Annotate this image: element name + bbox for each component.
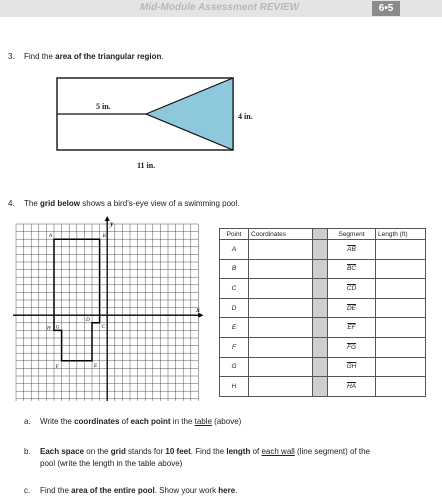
- part-b-mid2: stands for: [125, 447, 166, 456]
- point-cell: C: [220, 279, 249, 299]
- segment-cell: [328, 377, 376, 397]
- part-c-mid1: . Show your work: [154, 486, 219, 495]
- coordinates-cell[interactable]: [249, 377, 313, 397]
- header-length: Length (ft): [376, 229, 426, 240]
- point-cell: H: [220, 377, 249, 397]
- part-b-mid1: on the: [84, 447, 111, 456]
- part-b-post: (line segment) of the: [294, 447, 370, 456]
- length-cell[interactable]: [376, 240, 426, 260]
- table-row: [220, 318, 426, 338]
- point-cell: E: [220, 318, 249, 338]
- table-row: [220, 357, 426, 377]
- part-c-post: .: [235, 486, 238, 495]
- segment-cell: [328, 318, 376, 338]
- rectangle-diagram: [56, 77, 236, 153]
- question-3-text-bold: area of the triangular region: [55, 52, 162, 61]
- segment-label: $\overline{CD}$: [346, 284, 357, 292]
- question-4-text-bold: grid below: [40, 199, 81, 208]
- part-a-mid1: of: [119, 417, 131, 426]
- segment-label: $\overline{FG}$: [346, 343, 357, 351]
- question-4: [8, 199, 240, 208]
- coordinates-cell[interactable]: [249, 318, 313, 338]
- divider-cell: [313, 259, 328, 279]
- triangle-figure: [56, 77, 296, 177]
- x-axis-letter: x: [196, 306, 200, 315]
- segment-cell: [328, 337, 376, 357]
- length-cell[interactable]: [376, 318, 426, 338]
- point-label-h: H: [47, 326, 51, 332]
- y-axis-letter: y: [110, 220, 114, 228]
- table-row: [220, 298, 426, 318]
- point-cell: D: [220, 298, 249, 318]
- label-4-in: 4 in.: [238, 112, 253, 121]
- segment-cell: [328, 357, 376, 377]
- part-a-pre: Write the: [40, 417, 75, 426]
- table-row: [220, 259, 426, 279]
- coordinates-cell[interactable]: [249, 357, 313, 377]
- segment-label: $\overline{EF}$: [347, 324, 356, 332]
- question-4-text-pre: The: [24, 199, 41, 208]
- coordinate-grid: [12, 216, 207, 406]
- part-a-bold2: each point: [130, 417, 171, 426]
- length-cell[interactable]: [376, 337, 426, 357]
- point-label-b: B: [102, 234, 106, 240]
- part-c: [24, 486, 237, 495]
- divider-cell: [313, 337, 328, 357]
- segment-cell: [328, 298, 376, 318]
- point-label-d: D: [86, 317, 90, 323]
- length-cell[interactable]: [376, 279, 426, 299]
- question-4-text-post: shows a bird’s-eye view of a swimming pool.: [80, 199, 240, 208]
- segment-cell: [328, 240, 376, 260]
- length-cell[interactable]: [376, 357, 426, 377]
- part-a-table-link[interactable]: table: [194, 417, 212, 426]
- segment-label: $\overline{GH}$: [346, 363, 357, 371]
- header-bar: [0, 0, 442, 17]
- segment-cell: [328, 279, 376, 299]
- coordinates-cell[interactable]: [249, 279, 313, 299]
- point-label-g: G: [55, 325, 60, 331]
- part-b-letter: b.: [24, 447, 31, 456]
- module-badge: 6•5: [372, 1, 400, 16]
- part-b-bold1: Each space: [40, 447, 85, 456]
- point-label-e: E: [94, 363, 98, 369]
- part-c-bold2: here: [218, 486, 236, 495]
- table-row: [220, 279, 426, 299]
- part-a-mid2: in the: [170, 417, 195, 426]
- point-cell: B: [220, 259, 249, 279]
- part-b-each-wall-link[interactable]: each wall: [261, 447, 295, 456]
- table-row: [220, 337, 426, 357]
- label-11-in: 11 in.: [137, 161, 156, 170]
- table-row: [220, 240, 426, 260]
- coordinates-cell[interactable]: [249, 337, 313, 357]
- part-b-bold3: 10 feet: [165, 447, 191, 456]
- point-cell: G: [220, 357, 249, 377]
- part-a-letter: a.: [24, 417, 31, 426]
- length-cell[interactable]: [376, 259, 426, 279]
- point-label-f: F: [55, 364, 59, 370]
- divider-cell: [313, 357, 328, 377]
- header-coordinates: Coordinates: [249, 229, 313, 240]
- question-3-text-pre: Find the: [24, 52, 56, 61]
- part-c-pre: Find the: [40, 486, 72, 495]
- divider-cell: [313, 240, 328, 260]
- question-4-number: 4.: [8, 199, 15, 208]
- segment-label: $\overline{DE}$: [346, 304, 357, 312]
- part-a-post: (above): [211, 417, 242, 426]
- point-cell: F: [220, 337, 249, 357]
- part-b-bold4: length: [226, 447, 251, 456]
- coordinates-cell[interactable]: [249, 298, 313, 318]
- question-3: [8, 52, 164, 61]
- segment-label: $\overline{HA}$: [346, 382, 357, 390]
- segment-label: $\overline{AB}$: [347, 245, 356, 253]
- point-label-a: A: [49, 234, 53, 240]
- coordinates-cell[interactable]: [249, 240, 313, 260]
- divider-cell: [313, 318, 328, 338]
- divider-cell: [313, 377, 328, 397]
- part-a: [24, 417, 241, 426]
- grid-svg: [12, 216, 207, 401]
- pool-table: [219, 228, 426, 397]
- coordinates-cell[interactable]: [249, 259, 313, 279]
- shaded-triangle: [146, 78, 233, 150]
- length-cell[interactable]: [376, 377, 426, 397]
- label-5-in: 5 in.: [96, 102, 111, 111]
- header-segment: Segment: [328, 229, 376, 240]
- header-point: Point: [220, 229, 249, 240]
- part-b-mid3: . Find the: [190, 447, 227, 456]
- segment-cell: [328, 259, 376, 279]
- y-axis-arrow: [105, 216, 110, 221]
- pool-table-header-row: [220, 229, 426, 240]
- part-b-line2: pool (write the length in the table above): [40, 459, 183, 468]
- divider-cell: [313, 279, 328, 299]
- question-3-number: 3.: [8, 52, 15, 61]
- header-divider: [313, 229, 328, 240]
- segment-label: $\overline{BC}$: [346, 265, 357, 273]
- table-row: [220, 377, 426, 397]
- length-cell[interactable]: [376, 298, 426, 318]
- part-a-bold1: coordinates: [74, 417, 120, 426]
- page-header-title: Mid-Module Assessment REVIEW: [140, 2, 300, 13]
- part-c-letter: c.: [24, 486, 31, 495]
- part-c-bold1: area of the entire pool: [71, 486, 155, 495]
- question-3-text-post: .: [161, 52, 164, 61]
- divider-cell: [313, 298, 328, 318]
- part-b-bold2: grid: [110, 447, 126, 456]
- point-cell: A: [220, 240, 249, 260]
- point-label-c: C: [101, 324, 105, 330]
- part-b: [24, 447, 370, 456]
- part-b-mid4: of: [250, 447, 262, 456]
